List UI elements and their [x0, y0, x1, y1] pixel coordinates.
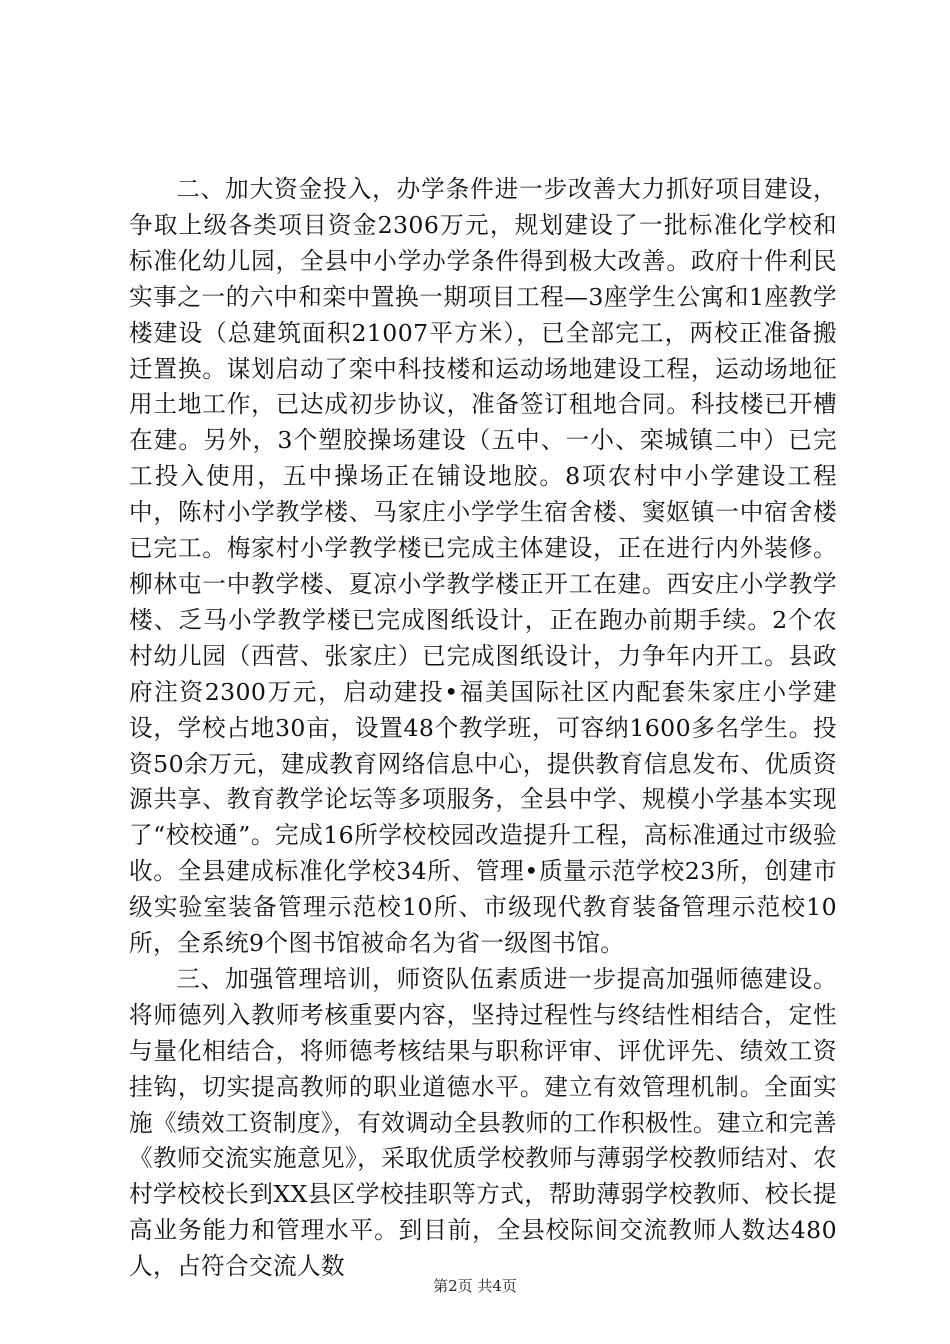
page-number-footer: 第2页 共4页 [433, 1277, 517, 1295]
paragraph-funding-investment: 二、加大资金投入，办学条件进一步改善大力抓好项目建设，争取上级各类项目资金2306万元，规划建设了一批标准化学校和标准化幼儿园，全县中小学办学条件得到极大改善。政府十件利民实事之一的六中和栾中置换一期项目工程—3座学生公寓和1座教学楼建设（总建筑面积21007平方米），已全部完工，两校正准备搬迁置换。谋划启动了栾中科技楼和运动场地建设工程，运动场地征用土地工作，已达成初步协议，准备签订租地合同。科技楼已开槽在建。另外，3个塑胶操场建设（五中、一小、栾城镇二中）已完工投入使用，五中操场正在铺设地胶。8项农村中小学建设工程中，陈村小学教学楼、马家庄小学学生宿舍楼、窦妪镇一中宿舍楼已完工。梅家村小学教学楼已完成主体建设，正在进行内外装修。柳林屯一中教学楼、夏凉小学教学楼正开工在建。西安庄小学教学楼、乏马小学教学楼已完成图纸设计，正在跑办前期手续。2个农村幼儿园（西营、张家庄）已完成图纸设计，力争年内开工。县政府注资2300万元，启动建投•福美国际社区内配套朱家庄小学建设，学校占地30亩，设置48个教学班，可容纳1600多名学生。投资50余万元，建成教育网络信息中心，提供教育信息发布、优质资源共享、教育教学论坛等多项服务，全县中学、规模小学基本实现了“校校通”。完成16所学校校园改造提升工程，高标准通过市级验收。全县建成标准化学校34所、管理•质量示范学校23所，创建市级实验室装备管理示范校10所、市级现代教育装备管理示范校10所，全系统9个图书馆被命名为省一级图书馆。 [129, 175, 837, 958]
document-body [129, 172, 837, 1285]
paragraph-teacher-management: 三、加强管理培训，师资队伍素质进一步提高加强师德建设。将师德列入教师考核重要内容，坚持过程性与终结性相结合，定性与量化相结合，将师德考核结果与职称评审、评优评先、绩效工资挂钩，切实提高教师的职业道德水平。建立有效管理机制。全面实施《绩效工资制度》，有效调动全县教师的工作积极性。建立和完善《教师交流实施意见》，采取优质学校教师与薄弱学校教师结对、农村学校校长到XX县区学校挂职等方式，帮助薄弱学校教师、校长提高业务能力和管理水平。到目前，全县校际间交流教师人数达480人，占符合交流人数 [129, 964, 838, 1281]
